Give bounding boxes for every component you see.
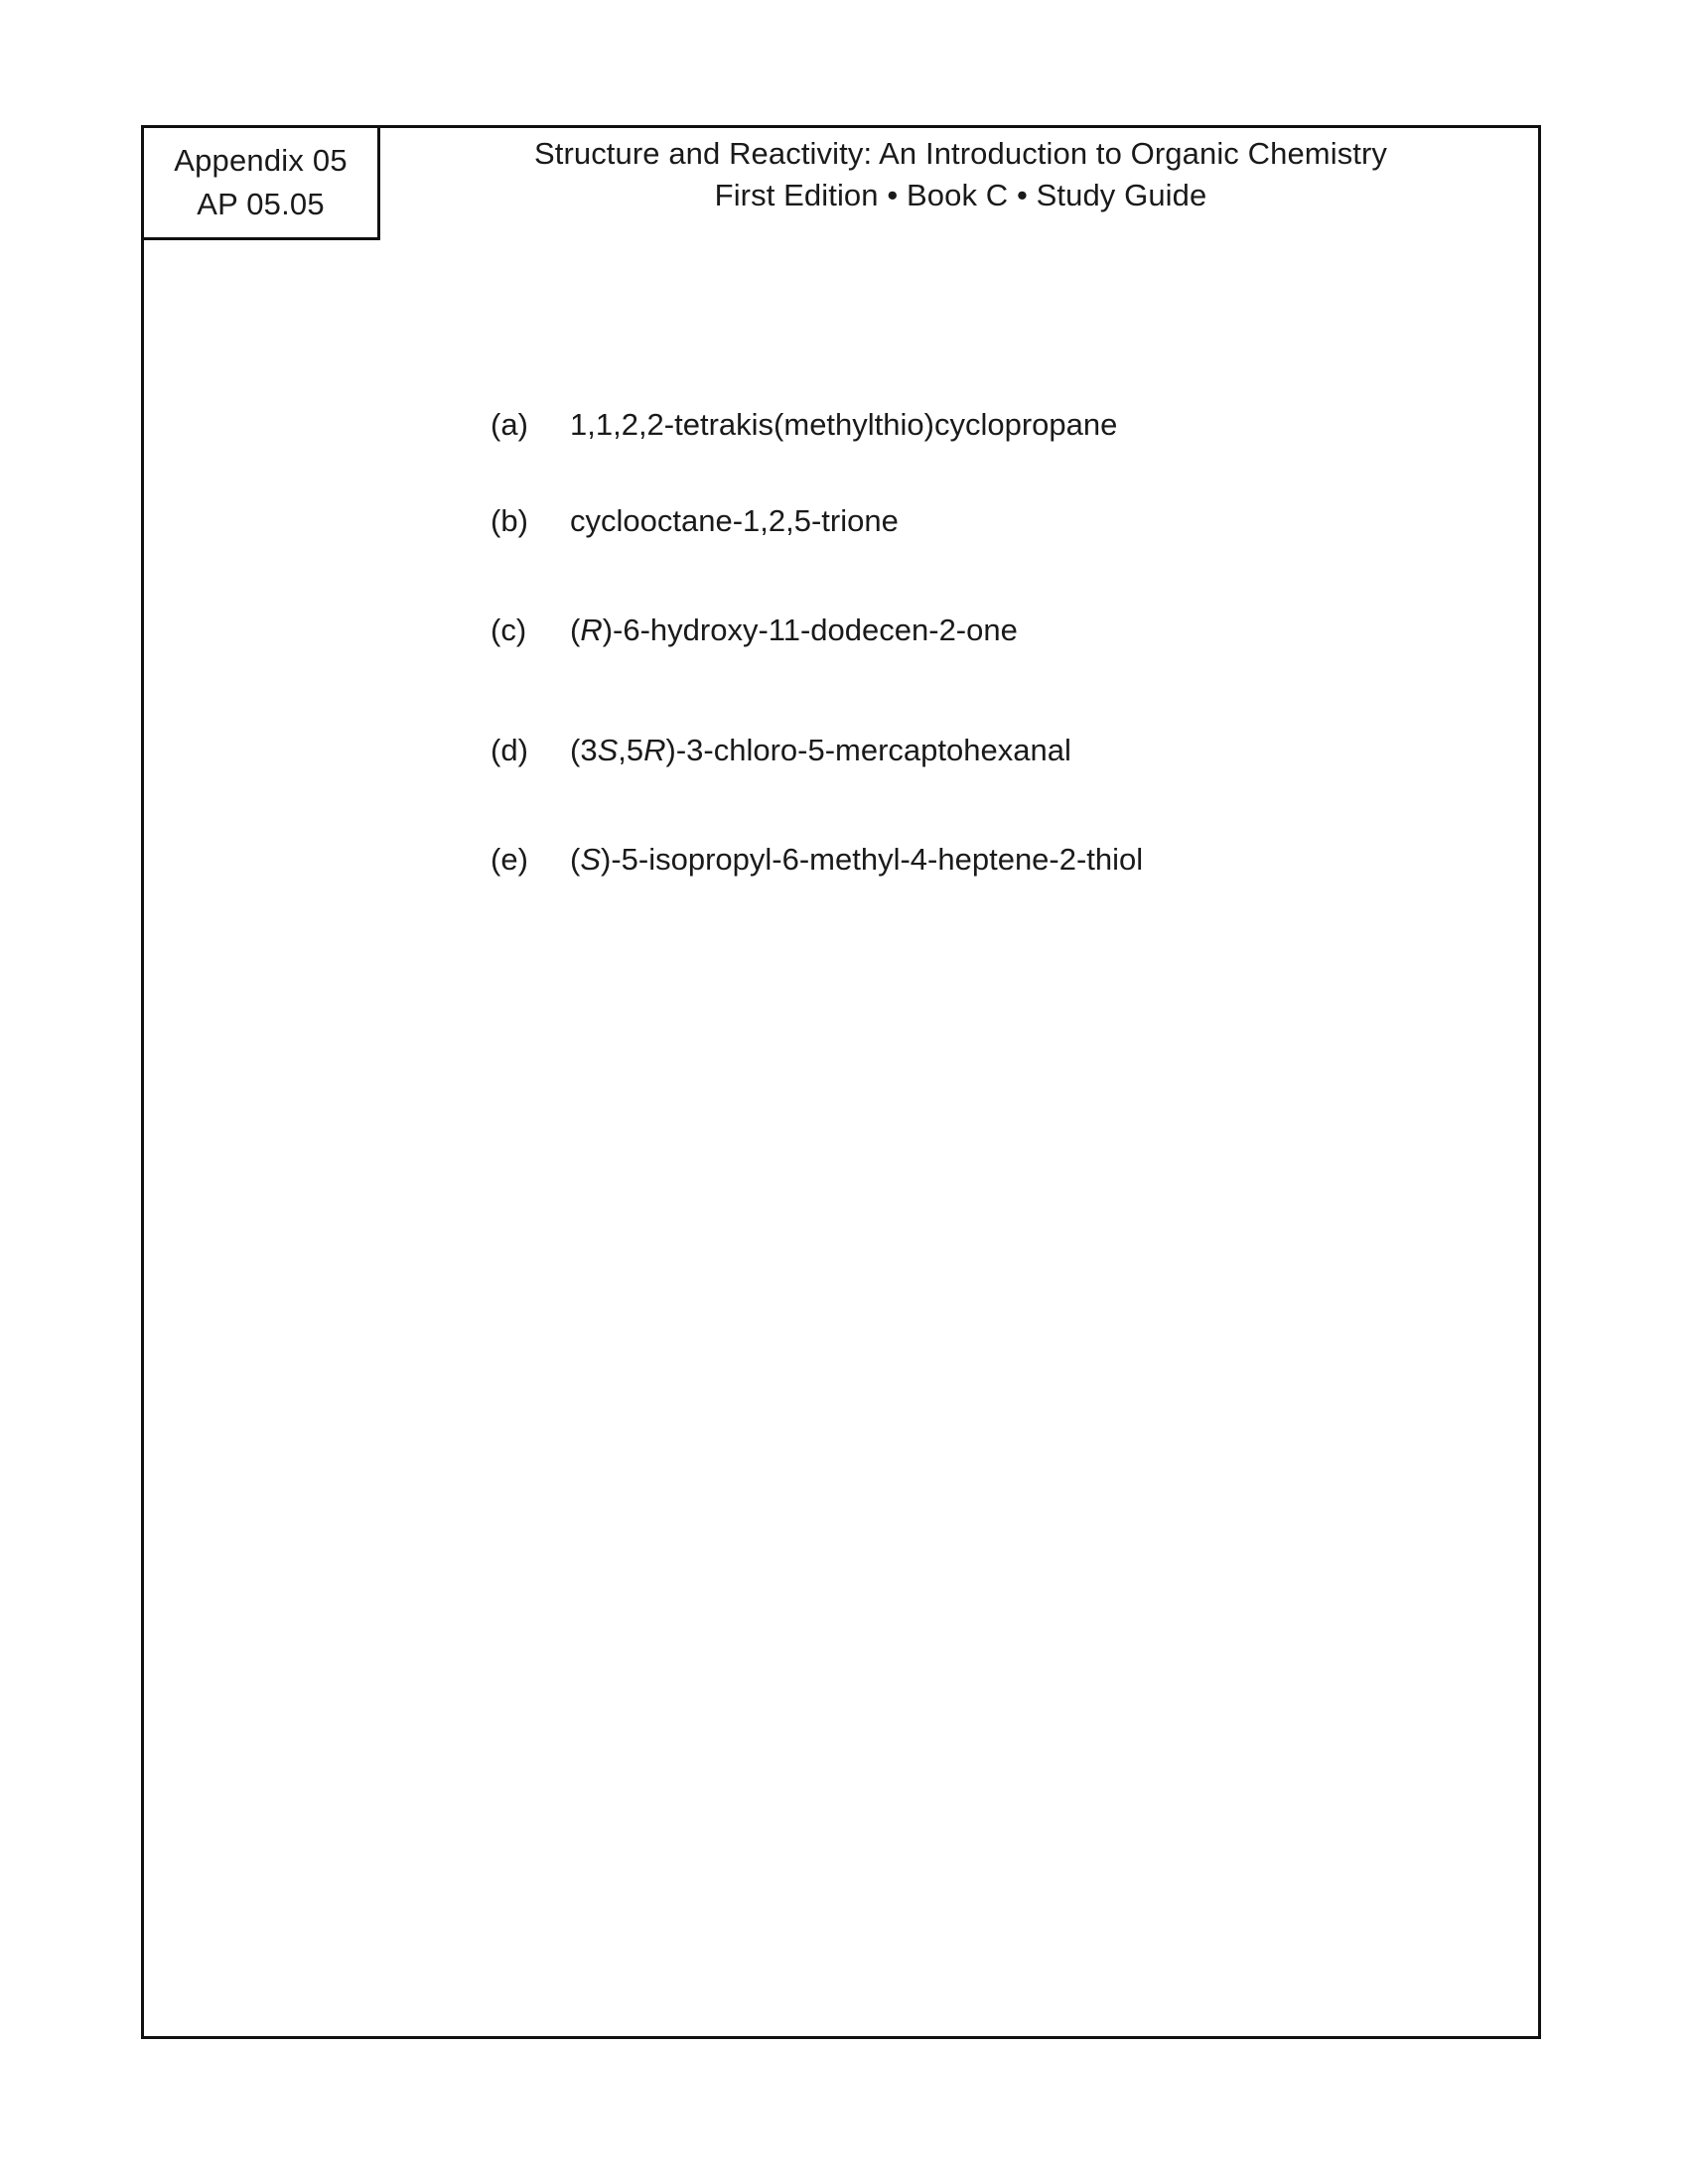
name-segment: 1,1,2,2-tetrakis(methylthio)cyclopropane	[570, 407, 1118, 442]
item-label: (d)	[491, 733, 528, 767]
compound-name	[570, 405, 1117, 445]
stereo-descriptor: S	[597, 733, 619, 767]
list-item	[491, 731, 1071, 770]
compound-name	[570, 840, 1143, 880]
name-segment: cyclooctane-1,2,5-trione	[570, 503, 899, 538]
appendix-box	[141, 125, 380, 240]
item-label: (e)	[491, 842, 528, 877]
item-label: (c)	[491, 613, 527, 647]
compound-name	[570, 731, 1071, 770]
stereo-descriptor: S	[580, 842, 602, 877]
appendix-label: Appendix 05	[174, 143, 348, 178]
book-title: Structure and Reactivity: An Introduction to Organic Chemistry	[533, 136, 1388, 171]
stereo-descriptor: R	[643, 733, 666, 767]
list-item	[491, 840, 1143, 880]
item-label: (a)	[491, 407, 528, 442]
book-subtitle: First Edition • Book C • Study Guide	[714, 178, 1207, 212]
compound-name	[570, 611, 1018, 650]
name-segment: )-6-hydroxy-11-dodecen-2-one	[602, 613, 1018, 647]
page-header	[380, 133, 1541, 216]
list-item	[491, 405, 1117, 445]
name-segment: ,5	[618, 733, 644, 767]
name-segment: (	[570, 842, 581, 877]
compound-name	[570, 501, 899, 541]
name-segment: )-5-isopropyl-6-methyl-4-heptene-2-thiol	[601, 842, 1144, 877]
name-segment: (3	[570, 733, 598, 767]
name-segment: )-3-chloro-5-mercaptohexanal	[665, 733, 1071, 767]
list-item	[491, 611, 1018, 650]
item-label: (b)	[491, 503, 528, 538]
appendix-code: AP 05.05	[197, 187, 325, 221]
name-segment: (	[570, 613, 581, 647]
stereo-descriptor: R	[580, 613, 603, 647]
list-item	[491, 501, 899, 541]
